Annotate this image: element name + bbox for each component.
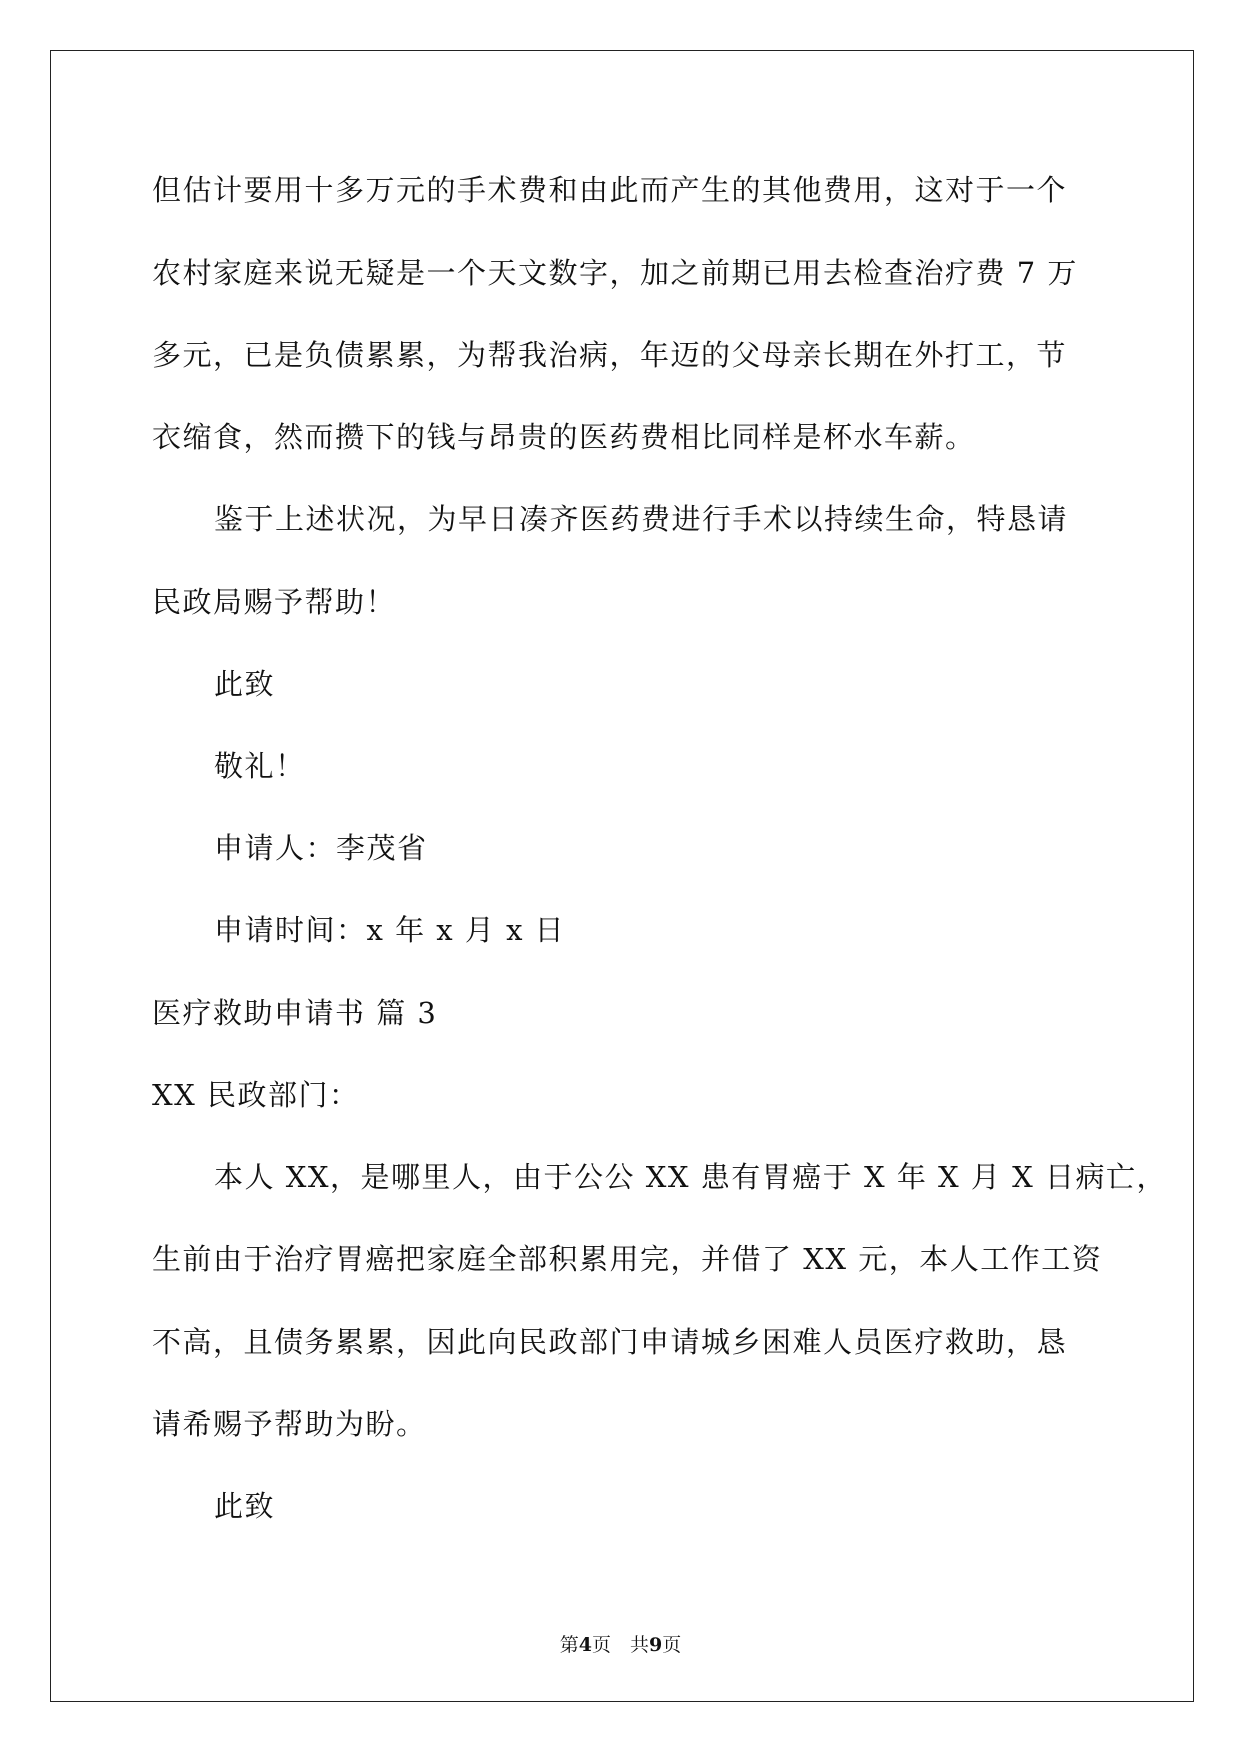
paragraph-line: 生前由于治疗胃癌把家庭全部积累用完，并借了 XX 元，本人工作工资 (152, 1242, 1103, 1276)
footer-suffix: 页 (662, 1634, 682, 1656)
paragraph-line: 但估计要用十多万元的手术费和由此而产生的其他费用，这对于一个 (152, 173, 1068, 207)
page-border (50, 50, 1194, 1702)
paragraph-line: 本人 XX，是哪里人，由于公公 XX 患有胃癌于 X 年 X 月 X 日病亡， (214, 1160, 1167, 1194)
closing-salutation: 此致 (214, 1489, 276, 1523)
paragraph-line: 衣缩食，然而攒下的钱与昂贵的医药费相比同样是杯水车薪。 (152, 420, 976, 454)
footer-prefix: 第 (559, 1634, 579, 1656)
paragraph-line: 鉴于上述状况，为早日凑齐医药费进行手术以持续生命，特恳请 (214, 502, 1069, 536)
paragraph-line: 多元，已是负债累累，为帮我治病，年迈的父母亲长期在外打工，节 (152, 338, 1068, 372)
footer-total-pages: 9 (649, 1634, 663, 1656)
footer-current-page: 4 (578, 1634, 592, 1656)
applicant-name: 申请人：李茂省 (214, 831, 428, 865)
recipient-line: XX 民政部门： (152, 1078, 360, 1112)
paragraph-line: 不高，且债务累累，因此向民政部门申请城乡困难人员医疗救助，恳 (152, 1325, 1068, 1359)
closing-respect: 敬礼！ (214, 749, 306, 783)
closing-salutation: 此致 (214, 667, 276, 701)
paragraph-line: 民政局赐予帮助！ (152, 585, 397, 619)
paragraph-line: 请希赐予帮助为盼。 (152, 1407, 427, 1441)
footer-mid: 页 共 (591, 1634, 649, 1656)
section-heading: 医疗救助申请书 篇 3 (152, 996, 438, 1030)
page-footer (0, 1632, 1241, 1658)
application-date: 申请时间：x 年 x 月 x 日 (214, 913, 566, 947)
paragraph-line: 农村家庭来说无疑是一个天文数字，加之前期已用去检查治疗费 7 万 (152, 256, 1078, 290)
